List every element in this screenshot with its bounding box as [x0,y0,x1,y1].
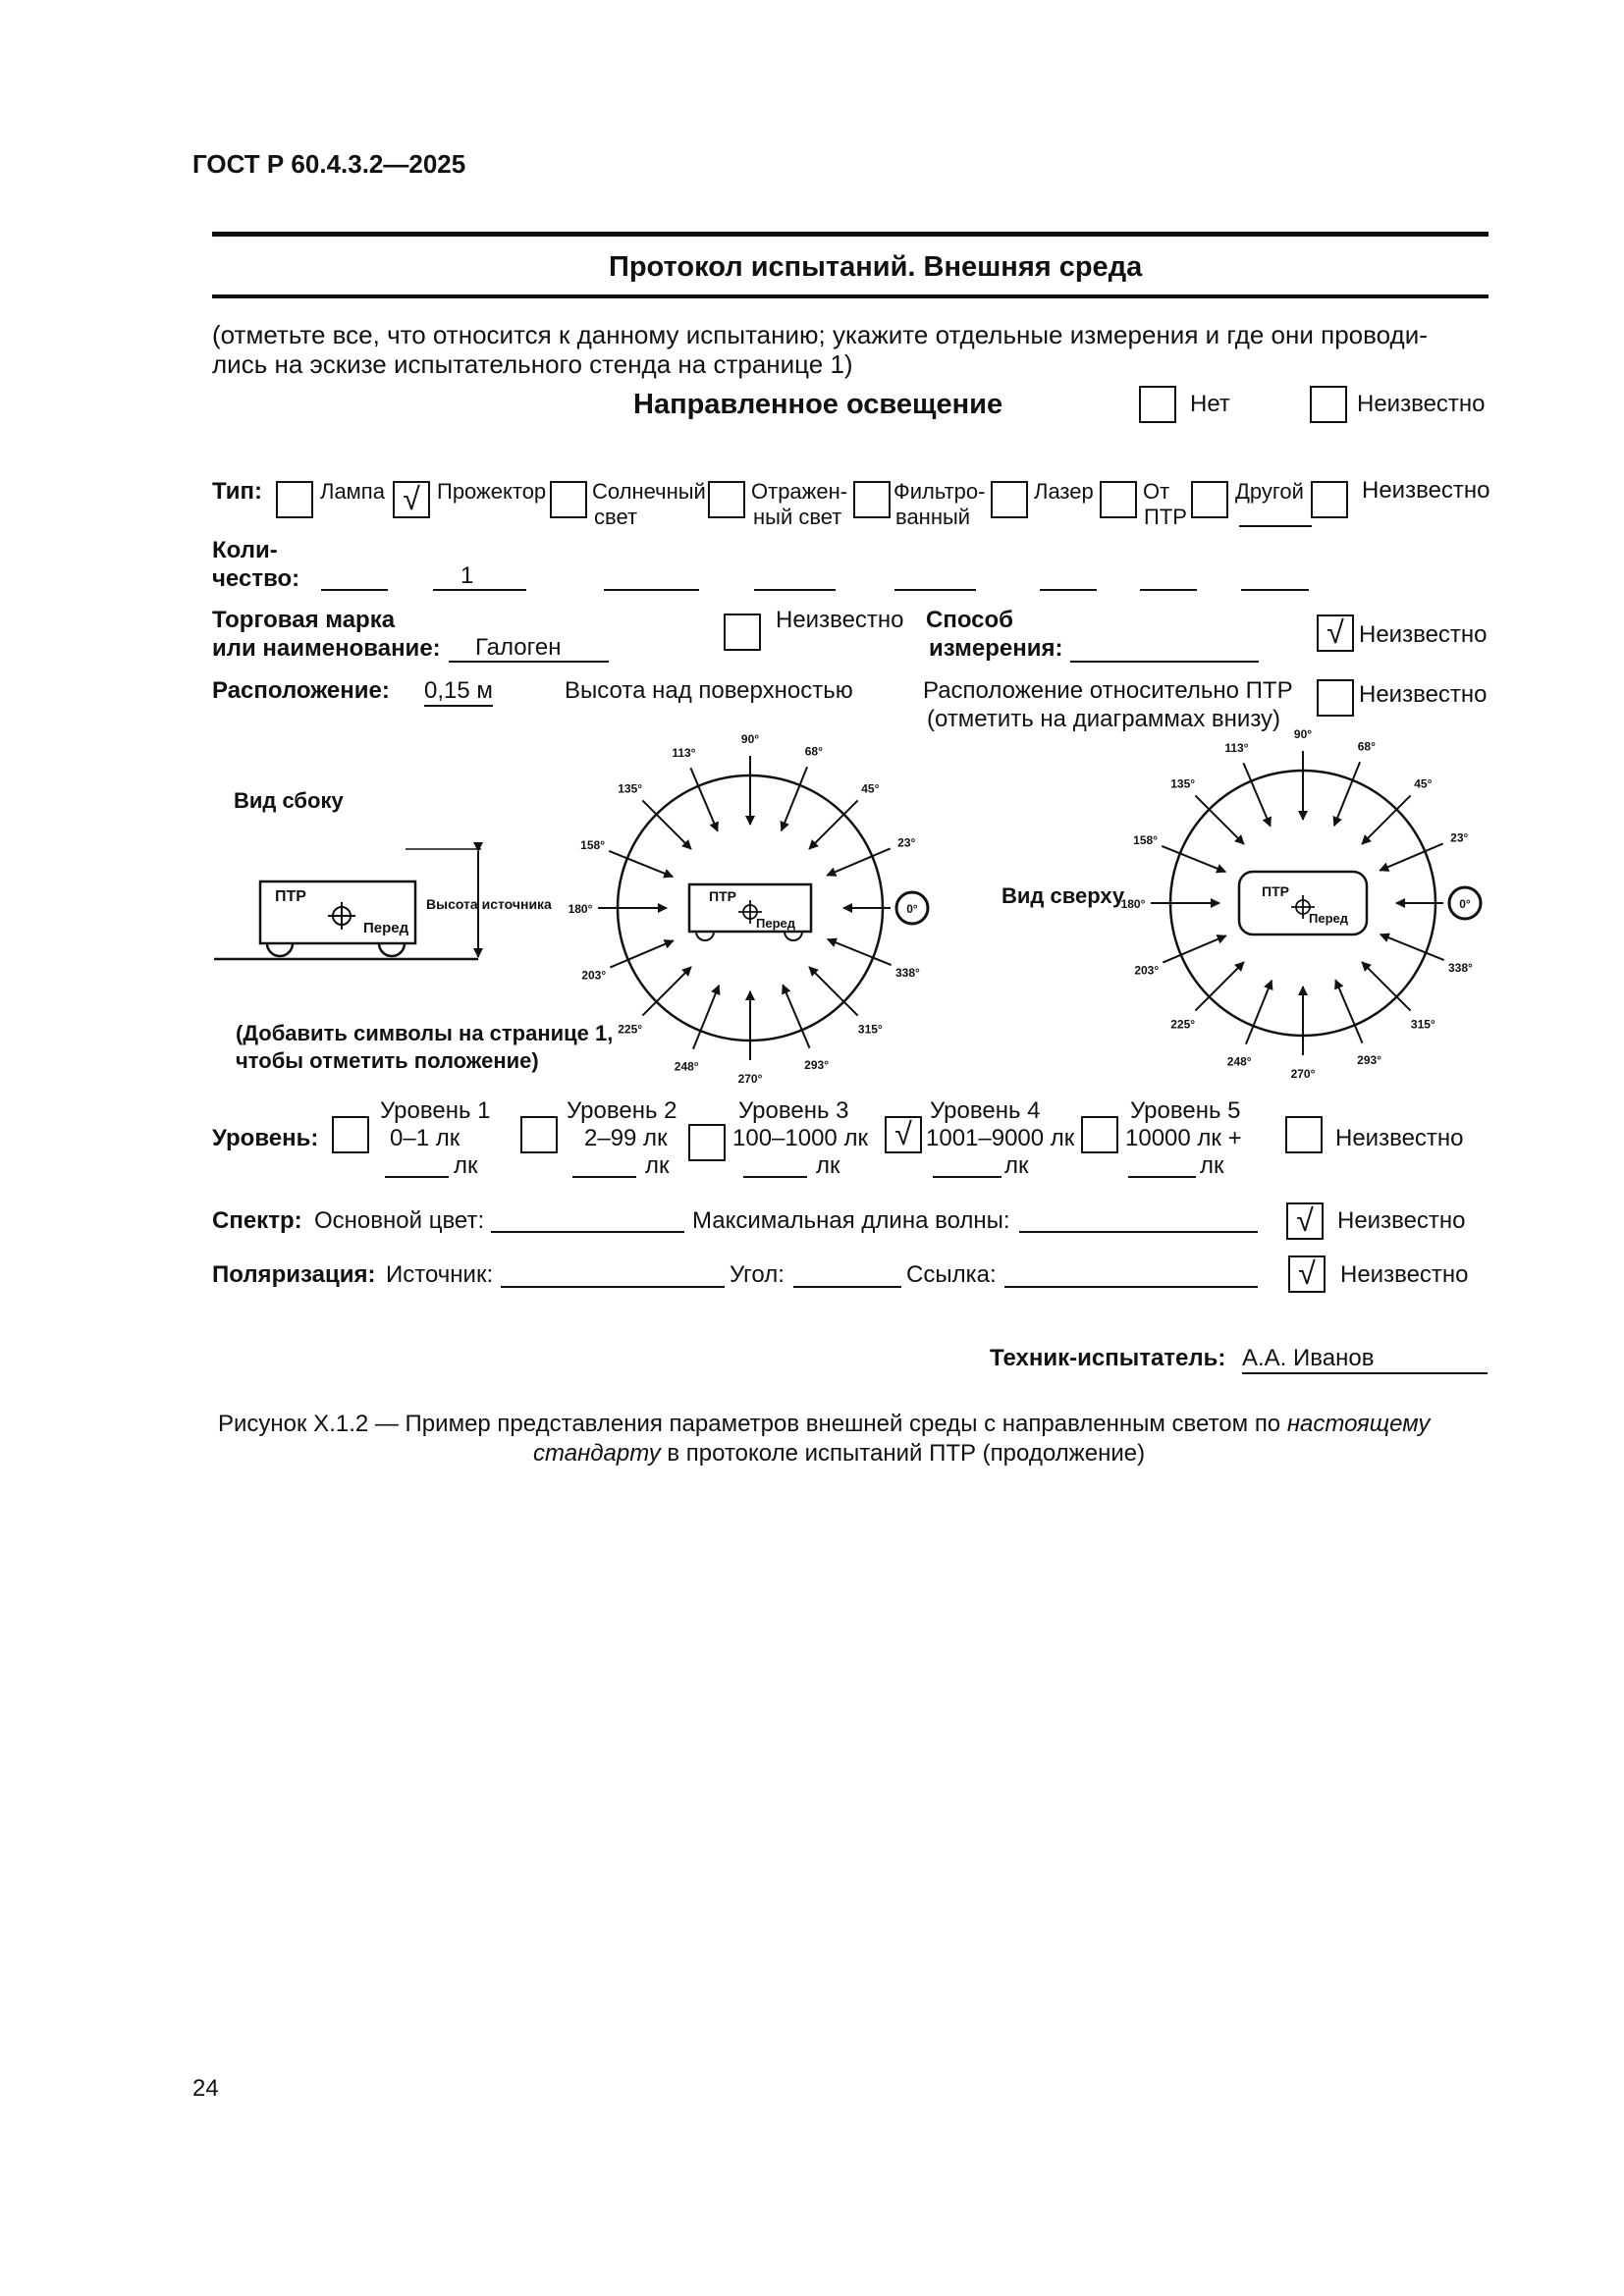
angle-label: 23° [1450,830,1469,845]
title-rule-bottom [212,294,1489,298]
form-title: Протокол испытаний. Внешняя среда [609,251,1143,283]
add-symbols-label-1: (Добавить символы на странице 1, [236,1021,614,1045]
level-4-range: 1001–9000 лк [926,1125,1075,1151]
level-3-range: 100–1000 лк [732,1125,868,1151]
level-unknown-checkbox[interactable] [1285,1116,1323,1153]
polarization-unknown-label: Неизвестно [1340,1261,1469,1288]
level-3-unit: лк [816,1152,840,1179]
type-from-robot-label-2: ПТР [1144,505,1187,529]
angle-label: 23° [897,835,916,850]
unknown-lighting-label: Неизвестно [1357,391,1486,417]
angle-label: 45° [1414,776,1433,791]
light-direction-arrow [1380,934,1444,960]
angle-label: 158° [580,838,606,853]
method-label-1: Способ [926,607,1014,633]
source-height-label: Высота источника [426,896,552,912]
main-color-field[interactable] [491,1231,684,1233]
view-diagrams [0,726,1624,1099]
reference-field[interactable] [1004,1286,1258,1288]
light-direction-arrow [609,851,673,877]
angle-label: 135° [1170,776,1196,791]
title-rule-top [212,232,1489,237]
type-projector-checkbox[interactable]: √ [393,481,430,518]
location-value[interactable]: 0,15 м [424,677,493,707]
type-unknown-label: Неизвестно [1362,477,1490,504]
main-color-label: Основной цвет: [314,1207,485,1234]
level-2-checkbox[interactable] [520,1116,558,1153]
top-compass [1121,727,1481,1081]
angle-label: 90° [1293,727,1313,741]
light-direction-arrow [1195,795,1243,843]
light-direction-arrow [690,768,717,830]
angle-label: 248° [674,1059,699,1074]
level-4-name: Уровень 4 [930,1097,1041,1124]
brand-label-1: Торговая марка [212,607,396,633]
intro-line-2: лись на эскизе испытательного стенда на странице 1) [212,349,853,379]
relative-unknown-label: Неизвестно [1359,681,1488,708]
method-label-2: измерения: [929,635,1063,662]
relative-location-label-1: Расположение относительно ПТР [923,677,1293,704]
light-direction-arrow [1195,962,1243,1010]
type-sun-checkbox[interactable] [550,481,587,518]
angle-label: 0° [906,902,918,916]
polarization-label: Поляризация: [212,1261,376,1288]
angle-label: Угол: [730,1261,785,1288]
level-4-checkbox[interactable]: √ [885,1116,922,1153]
type-other-label: Другой [1235,479,1304,504]
level-1-checkbox[interactable] [332,1116,369,1153]
relative-unknown-checkbox[interactable] [1317,679,1354,717]
type-label: Тип: [212,478,262,505]
side-compass [568,732,928,1086]
robot-label: ПТР [1262,883,1289,899]
type-reflected-checkbox[interactable] [708,481,745,518]
brand-label-2: или наименование: [212,635,441,662]
type-unknown-checkbox[interactable] [1311,481,1348,518]
level-2-field[interactable] [572,1176,636,1178]
level-2-name: Уровень 2 [567,1097,677,1124]
angle-label: 113° [672,745,696,760]
top-view-label: Вид сверху [1001,883,1125,908]
angle-label: 68° [1357,739,1376,754]
light-direction-arrow [610,940,673,967]
quantity-field[interactable] [1241,589,1309,591]
quantity-field[interactable] [754,589,836,591]
type-from-robot-label-1: От [1143,479,1170,504]
caption-line-1: Рисунок Х.1.2 — Пример представления параметров внешней среды с направленным светом по настоящему [218,1411,1431,1437]
front-label: Перед [756,916,795,931]
quantity-field[interactable] [433,589,526,591]
light-direction-arrow [809,800,857,848]
level-2-unit: лк [645,1152,670,1179]
type-filtered-label-1: Фильтро- [893,479,986,504]
quantity-label-1: Коли- [212,537,278,563]
angle-label: 0° [1459,897,1471,911]
level-5-range: 10000 лк + [1125,1125,1242,1151]
level-3-field[interactable] [743,1176,807,1178]
type-filtered-checkbox[interactable] [853,481,891,518]
light-direction-arrow [642,800,690,848]
polarization-unknown-checkbox[interactable]: √ [1288,1255,1326,1293]
no-label: Нет [1190,391,1230,417]
angle-label: 135° [618,781,643,796]
level-5-field[interactable] [1128,1176,1196,1178]
wheel-icon [696,932,714,940]
type-sun-label-1: Солнечный [592,479,706,504]
angle-label: 315° [1410,1017,1435,1032]
light-direction-arrow [783,985,809,1047]
robot-label: ПТР [709,888,736,904]
level-3-name: Уровень 3 [738,1097,849,1124]
location-label: Расположение: [212,677,390,704]
type-sun-label-2: свет [594,505,638,529]
no-checkbox[interactable] [1139,386,1176,423]
source-field[interactable] [501,1286,725,1288]
angle-label: 180° [568,902,593,916]
type-from-robot-checkbox[interactable] [1100,481,1137,518]
light-direction-arrow [1362,795,1410,843]
level-3-checkbox[interactable] [688,1124,726,1161]
brand-unknown-checkbox[interactable] [724,614,761,651]
level-1-unit: лк [454,1152,478,1179]
angle-label: 248° [1226,1054,1252,1069]
angle-field[interactable] [793,1286,901,1288]
height-label: Высота над поверхностью [565,677,853,704]
quantity-field[interactable] [894,589,976,591]
spectrum-unknown-label: Неизвестно [1337,1207,1466,1234]
type-lamp-label: Лампа [320,479,385,504]
quantity-value: 1 [460,562,474,589]
type-lamp-checkbox[interactable] [276,481,313,518]
reference-label: Ссылка: [906,1261,997,1288]
angle-label: 203° [581,968,607,983]
light-direction-arrow [1246,981,1272,1044]
light-direction-arrow [642,967,690,1015]
level-1-field[interactable] [385,1176,449,1178]
technician-name[interactable]: А.А. Иванов [1242,1345,1488,1374]
robot-label: ПТР [275,888,306,905]
type-projector-label: Прожектор [437,479,547,504]
quantity-field[interactable] [604,589,699,591]
level-unknown-label: Неизвестно [1335,1125,1464,1151]
spectrum-unknown-checkbox[interactable]: √ [1286,1202,1324,1240]
wheel-icon [785,932,802,940]
angle-label: 293° [1357,1053,1382,1068]
angle-label: 293° [804,1058,830,1073]
angle-label: 113° [1224,740,1249,755]
angle-label: 158° [1133,833,1159,848]
level-label: Уровень: [212,1125,319,1151]
max-wavelength-field[interactable] [1019,1231,1258,1233]
angle-label: 338° [1447,960,1473,975]
angle-label: 315° [857,1022,883,1037]
type-reflected-label-2: ный свет [753,505,842,529]
front-label: Перед [363,920,409,936]
method-unknown-checkbox[interactable]: √ [1317,614,1354,652]
caption-line-2: стандарту в протоколе испытаний ПТР (продолжение) [533,1440,1146,1467]
light-direction-arrow [1163,935,1225,962]
spectrum-label: Спектр: [212,1207,302,1234]
brand-value: Галоген [475,634,562,661]
method-field[interactable] [1070,661,1259,663]
light-direction-arrow [1362,962,1410,1010]
type-other-field[interactable] [1239,525,1312,527]
type-other-checkbox[interactable] [1191,481,1228,518]
brand-unknown-label: Неизвестно [776,607,904,633]
level-5-checkbox[interactable] [1081,1116,1118,1153]
angle-label: 45° [861,781,880,796]
angle-label: 225° [1170,1017,1196,1032]
technician-label: Техник-испытатель: [990,1345,1226,1371]
section-heading: Направленное освещение [633,389,1003,420]
light-direction-arrow [782,767,807,830]
method-unknown-label: Неизвестно [1359,621,1488,648]
light-direction-arrow [1334,762,1360,826]
source-label: Источник: [386,1261,494,1288]
light-direction-arrow [1335,980,1362,1042]
light-direction-arrow [693,986,719,1049]
light-direction-arrow [809,967,857,1015]
level-2-range: 2–99 лк [584,1125,668,1151]
type-filtered-label-2: ванный [895,505,971,529]
angle-label: 270° [1290,1067,1316,1081]
intro-line-1: (отметьте все, что относится к данному испытанию; укажите отдельные измерения и где они проводи- [212,320,1428,349]
page-number: 24 [192,2075,219,2102]
standard-number: ГОСТ Р 60.4.3.2—2025 [192,149,466,179]
level-1-name: Уровень 1 [380,1097,491,1124]
light-direction-arrow [1380,843,1442,870]
quantity-label-2: чество: [212,565,300,592]
unknown-lighting-checkbox[interactable] [1310,386,1347,423]
wheel-icon [379,943,405,956]
level-1-range: 0–1 лк [390,1125,460,1151]
angle-label: 270° [737,1072,763,1086]
front-label: Перед [1309,911,1348,926]
quantity-field[interactable] [1040,589,1097,591]
level-5-name: Уровень 5 [1130,1097,1241,1124]
type-laser-label: Лазер [1034,479,1094,504]
wheel-icon [267,943,293,956]
relative-location-label-2: (отметить на диаграммах внизу) [927,706,1281,732]
level-4-field[interactable] [933,1176,1001,1178]
side-view-label: Вид сбоку [234,788,344,813]
level-4-unit: лк [1004,1152,1029,1179]
angle-label: 338° [894,965,920,980]
type-reflected-label-1: Отражен- [751,479,848,504]
quantity-field[interactable] [321,589,388,591]
level-5-unit: лк [1200,1152,1224,1179]
angle-label: 203° [1134,963,1160,978]
add-symbols-label-2: чтобы отметить положение) [236,1048,539,1073]
light-direction-arrow [828,939,892,965]
type-laser-checkbox[interactable] [991,481,1028,518]
angle-label: 180° [1120,897,1146,911]
quantity-field[interactable] [1140,589,1197,591]
light-direction-arrow [1162,846,1225,872]
max-wavelength-label: Максимальная длина волны: [692,1207,1010,1234]
angle-label: 68° [804,744,823,759]
light-direction-arrow [1243,763,1270,826]
angle-label: 90° [740,732,760,746]
angle-label: 225° [618,1022,643,1037]
light-direction-arrow [827,848,890,875]
